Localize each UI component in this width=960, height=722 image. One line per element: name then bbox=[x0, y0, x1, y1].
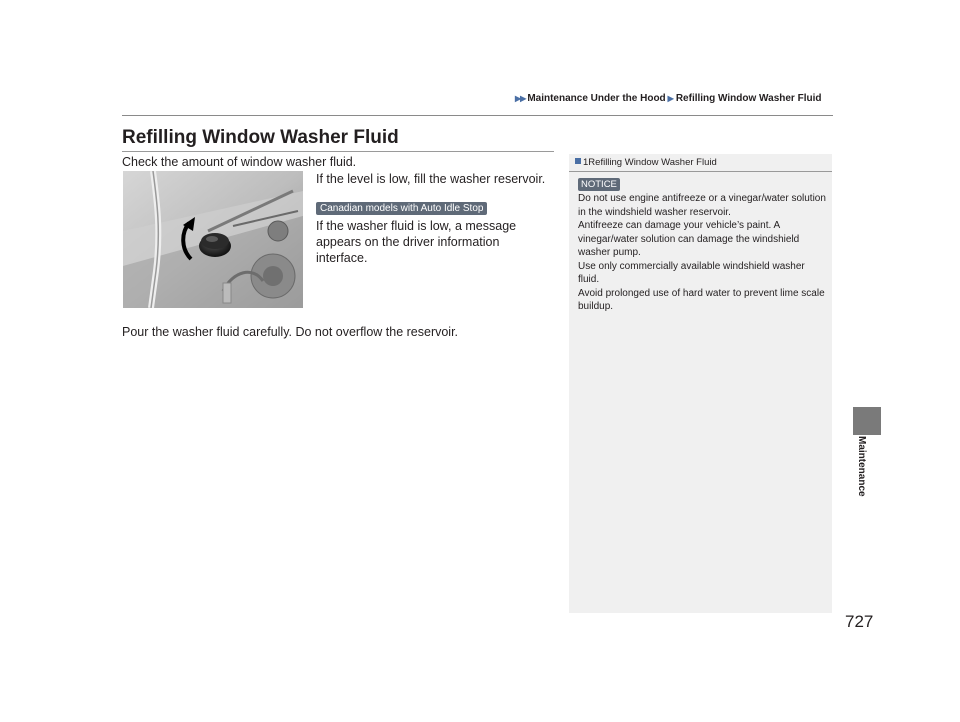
page-number: 727 bbox=[845, 612, 874, 631]
title-rule bbox=[122, 151, 554, 152]
sidebar-line: Do not use engine antifreeze or a vinegar/water solution in the windshield washer reservoir. bbox=[578, 193, 826, 218]
sidebar-heading-text: Refilling Window Washer Fluid bbox=[588, 157, 717, 168]
header-rule bbox=[122, 115, 833, 116]
chapter-tab[interactable] bbox=[853, 407, 881, 435]
notice-badge: NOTICE bbox=[578, 178, 620, 191]
chapter-tab-label: Maintenance bbox=[856, 436, 867, 497]
sidebar-heading bbox=[575, 157, 717, 168]
paragraph-low-fluid-message: If the washer fluid is low, a message appears on the driver information interface. bbox=[316, 219, 517, 265]
sidebar-line: Use only commercially available windshield washer fluid. bbox=[578, 260, 805, 285]
model-badge: Canadian models with Auto Idle Stop bbox=[316, 202, 487, 215]
paragraph-check-amount: Check the amount of window washer fluid. bbox=[122, 155, 357, 169]
sidebar-rule bbox=[569, 171, 832, 172]
sidebar-line: Antifreeze can damage your vehicle’s paint. A vinegar/water solution can damage the windshield washer pump. bbox=[578, 220, 800, 258]
breadcrumb-arrows-icon: ▶▶ bbox=[515, 94, 526, 103]
sidebar-body bbox=[578, 192, 826, 314]
breadcrumb-link-maintenance-under-hood[interactable]: Maintenance Under the Hood bbox=[527, 93, 666, 104]
paragraph-fill-reservoir: If the level is low, fill the washer reservoir. bbox=[316, 172, 546, 186]
note-marker-icon bbox=[575, 158, 581, 164]
sidebar-note-panel bbox=[569, 154, 832, 613]
breadcrumb bbox=[515, 93, 821, 104]
chapter-tab-label-wrap bbox=[852, 436, 882, 516]
paragraph-pour-carefully: Pour the washer fluid carefully. Do not overflow the reservoir. bbox=[122, 325, 459, 339]
sidebar-marker: 1 bbox=[583, 157, 589, 168]
washer-reservoir-photo bbox=[123, 171, 303, 308]
breadcrumb-current: Refilling Window Washer Fluid bbox=[675, 93, 822, 104]
sidebar-line: Avoid prolonged use of hard water to prevent lime scale buildup. bbox=[578, 287, 825, 312]
breadcrumb-arrow-icon: ▶ bbox=[667, 94, 674, 103]
page-title: Refilling Window Washer Fluid bbox=[122, 127, 399, 148]
